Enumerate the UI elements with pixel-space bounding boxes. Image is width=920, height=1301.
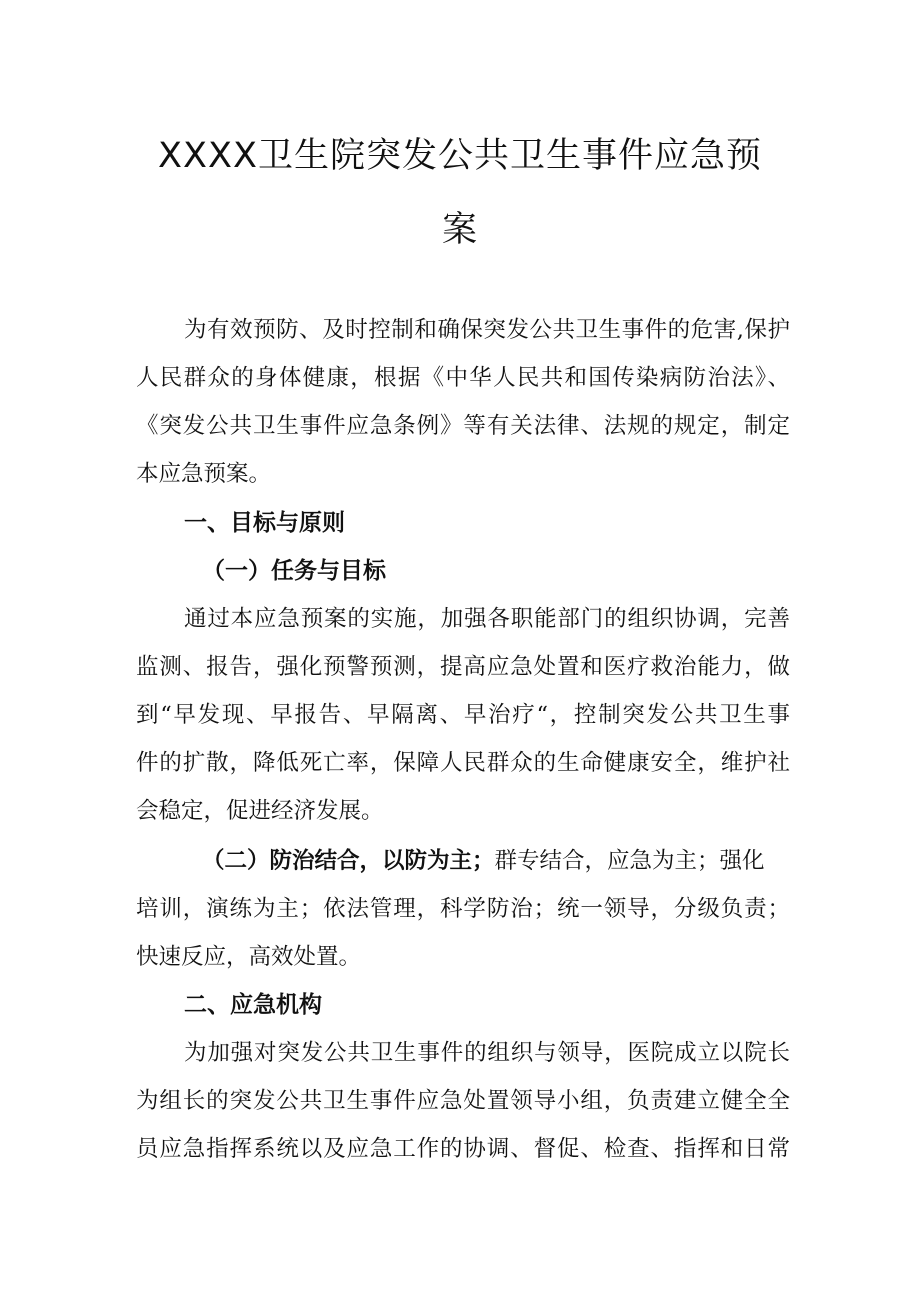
section-2-line-1: 为加强对突发公共卫生事件的组织与领导，医院成立以院长 (184, 1040, 790, 1066)
section-2-heading: 二、应急机构 (184, 992, 322, 1018)
intro-line-1: 为有效预防、及时控制和确保突发公共卫生事件的危害,保护 (184, 317, 790, 343)
document-title-line-2: 案 (441, 210, 478, 250)
section-1-heading: 一、目标与原则 (184, 510, 345, 536)
subsection-2-line-3: 快速反应，高效处置。 (136, 944, 362, 970)
subsection-1-line-1: 通过本应急预案的实施，加强各职能部门的组织协调，完善 (184, 606, 790, 632)
subsection-2-first-text: 群专结合，应急为主；强化 (494, 848, 765, 874)
section-2-line-3: 员应急指挥系统以及应急工作的协调、督促、检查、指挥和日常 (136, 1136, 790, 1162)
subsection-2-line-2: 培训，演练为主；依法管理，科学防治；统一领导，分级负责； (136, 896, 790, 922)
subsection-1-line-3: 到“早发现、早报告、早隔离、早治疗“，控制突发公共卫生事 (136, 702, 790, 728)
intro-line-4: 本应急预案。 (136, 461, 272, 487)
subsection-1-line-2: 监测、报告，强化预警预测，提高应急处置和医疗救治能力，做 (136, 654, 790, 680)
subsection-2-heading: （二）防治结合，以防为主； (202, 848, 495, 874)
intro-line-3: 《突发公共卫生事件应急条例》等有关法律、法规的规定，制定 (136, 413, 790, 439)
subsection-1-line-5: 会稳定，促进经济发展。 (136, 798, 384, 824)
document-title-line-1: XXXX卫生院突发公共卫生事件应急预 (158, 136, 762, 176)
subsection-1-line-4: 件的扩散，降低死亡率，保障人民群众的生命健康安全，维护社 (136, 750, 790, 776)
subsection-1-heading: （一）任务与目标 (202, 558, 386, 584)
intro-line-2: 人民群众的身体健康，根据《中华人民共和国传染病防治法》、 (136, 365, 790, 391)
subsection-2-line-1 (202, 843, 790, 879)
section-2-line-2: 为组长的突发公共卫生事件应急处置领导小组，负责建立健全全 (136, 1088, 790, 1114)
